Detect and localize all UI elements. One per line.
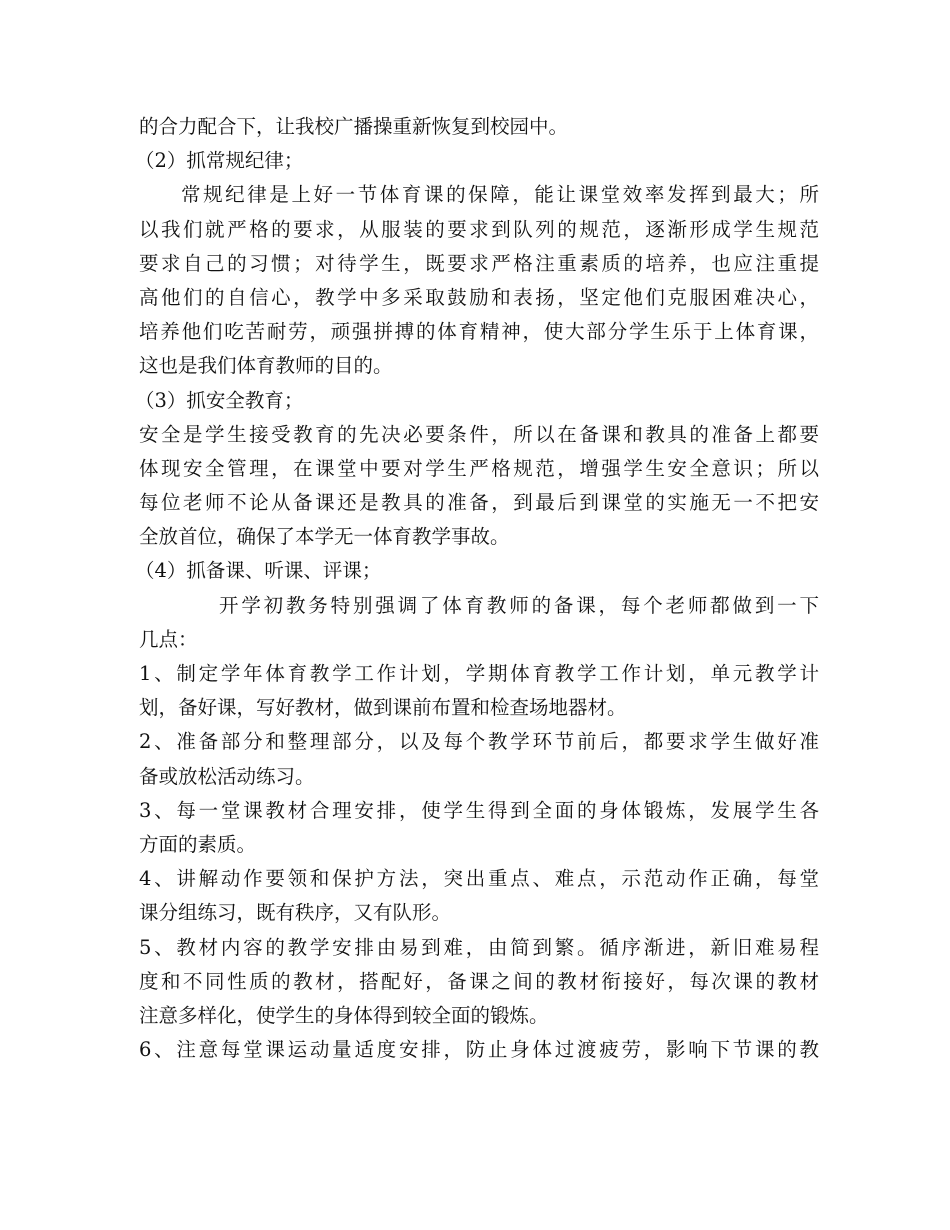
- text-line: 6、注意每堂课运动量适度安排，防止身体过渡疲劳，影响下节课的教: [139, 1038, 819, 1062]
- text-line: （2）抓常规纪律；: [135, 149, 304, 173]
- text-line: 的合力配合下，让我校广播操重新恢复到校园中。: [139, 115, 569, 138]
- text-line: 这也是我们体育教师的目的。: [139, 354, 393, 378]
- text-line: 培养他们吃苦耐劳，顽强拼搏的体育精神，使大部分学生乐于上体育课，: [139, 320, 819, 344]
- text-line: 4、讲解动作要领和保护方法，突出重点、难点，示范动作正确，每堂: [139, 867, 819, 891]
- text-line: （3）抓安全教育；: [135, 388, 304, 412]
- document-body-text: [135, 110, 819, 1067]
- text-line: 安全是学生接受教育的先决必要条件，所以在备课和教具的准备上都要: [139, 422, 819, 446]
- text-line: 课分组练习，既有秩序，又有队形。: [139, 901, 452, 925]
- text-line: 1、制定学年体育教学工作计划，学期体育教学工作计划，单元教学计: [139, 662, 819, 685]
- text-line: 方面的素质。: [139, 832, 257, 856]
- text-line: 常规纪律是上好一节体育课的保障，能让课堂效率发挥到最大；所: [181, 183, 819, 207]
- text-line: 5、教材内容的教学安排由易到难，由简到繁。循序渐进，新旧难易程: [139, 935, 819, 959]
- text-line: 划，备好课，写好教材，做到课前布置和检查场地器材。: [139, 696, 627, 720]
- text-line: 2、准备部分和整理部分，以及每个教学环节前后，都要求学生做好准: [139, 730, 819, 754]
- text-line: 要求自己的习惯；对待学生，既要求严格注重素质的培养，也应注重提: [139, 251, 819, 275]
- text-line: 备或放松活动练习。: [139, 764, 315, 788]
- text-line: 度和不同性质的教材，搭配好，备课之间的教材衔接好，每次课的教材: [139, 969, 819, 993]
- text-line: 全放首位，确保了本学无一体育教学事故。: [139, 525, 510, 549]
- text-line: 3、每一堂课教材合理安排，使学生得到全面的身体锻炼，发展学生各: [139, 798, 819, 822]
- text-line: 每位老师不论从备课还是教具的准备，到最后到课堂的实施无一不把安: [139, 491, 819, 515]
- text-line: 几点：: [139, 627, 198, 651]
- text-line: 注意多样化，使学生的身体得到较全面的锻炼。: [139, 1003, 549, 1027]
- text-line: 以我们就严格的要求，从服装的要求到队列的规范，逐渐形成学生规范: [139, 217, 819, 241]
- text-line: 体现安全管理，在课堂中要对学生严格规范，增强学生安全意识；所以: [139, 456, 819, 480]
- text-line: （4）抓备课、听课、评课；: [135, 559, 382, 583]
- text-line: 开学初教务特别强调了体育教师的备课，每个老师都做到一下: [219, 593, 819, 617]
- text-line: 高他们的自信心，教学中多采取鼓励和表扬，坚定他们克服困难决心，: [139, 285, 819, 309]
